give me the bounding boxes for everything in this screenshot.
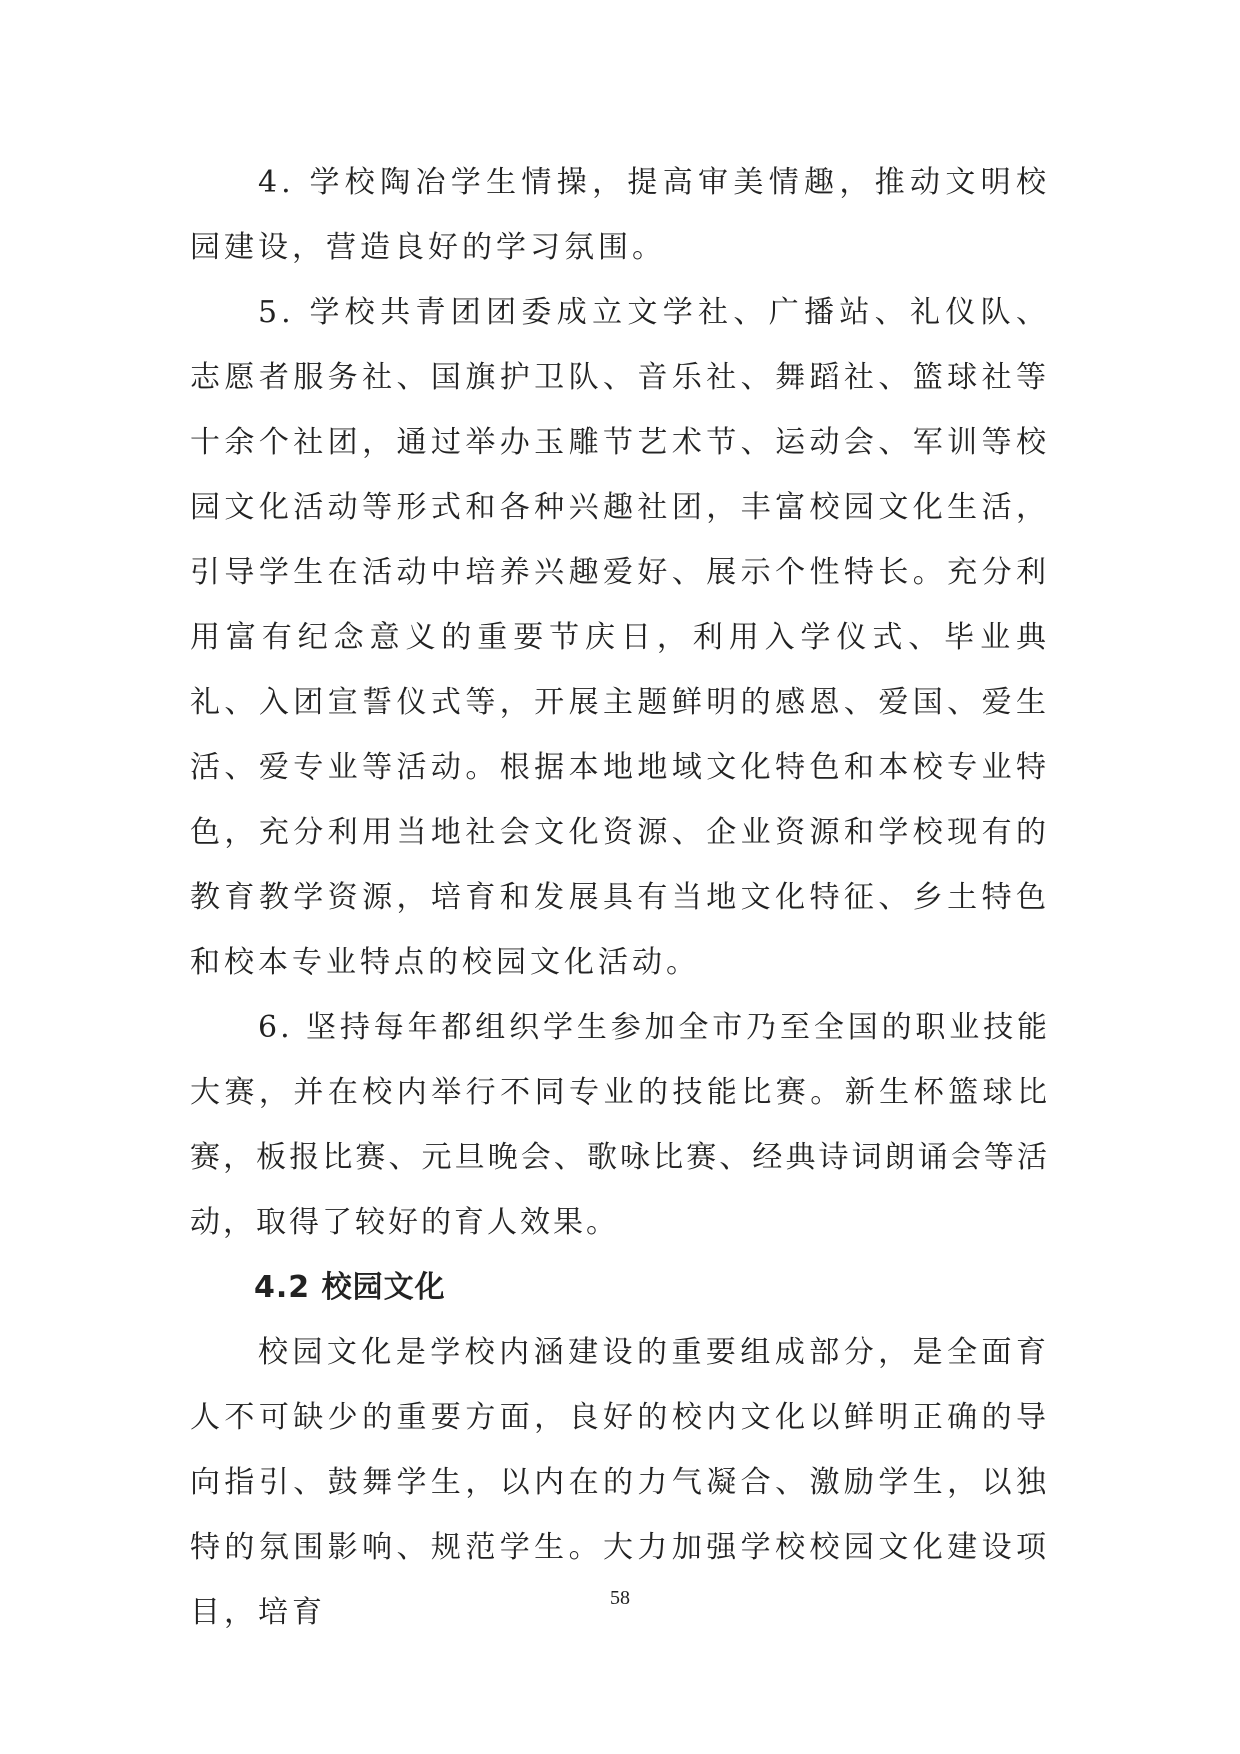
paragraph-item-4: 4. 学校陶冶学生情操，提高审美情趣，推动文明校园建设，营造良好的学习氛围。 xyxy=(190,165,1050,265)
section-heading: 4.2 校园文化 xyxy=(254,1270,446,1305)
paragraph-campus-culture: 校园文化是学校内涵建设的重要组成部分，是全面育人不可缺少的重要方面，良好的校内文化以鲜明正确的导向指引、鼓舞学生，以内在的力气凝合、激励学生，以独特的氛围影响、规范学生。大力加强学校校园文化建设项目，培育 xyxy=(190,1335,1050,1630)
page-number: 58 xyxy=(610,1587,630,1609)
document-page xyxy=(190,150,1050,1645)
paragraph-item-6: 6. 坚持每年都组织学生参加全市乃至全国的职业技能大赛，并在校内举行不同专业的技能比赛。新生杯篮球比赛，板报比赛、元旦晚会、歌咏比赛、经典诗词朗诵会等活动，取得了较好的育人效果。 xyxy=(190,1010,1050,1240)
paragraph-item-5: 5. 学校共青团团委成立文学社、广播站、礼仪队、志愿者服务社、国旗护卫队、音乐社、舞蹈社、篮球社等十余个社团，通过举办玉雕节艺术节、运动会、军训等校园文化活动等形式和各种兴趣社团，丰富校园文化生活，引导学生在活动中培养兴趣爱好、展示个性特长。充分利用富有纪念意义的重要节庆日，利用入学仪式、毕业典礼、入团宣誓仪式等，开展主题鲜明的感恩、爱国、爱生活、爱专业等活动。根据本地地域文化特色和本校专业特色，充分利用当地社会文化资源、企业资源和学校现有的教育教学资源，培育和发展具有当地文化特征、乡土特色和校本专业特点的校园文化活动。 xyxy=(190,295,1050,980)
